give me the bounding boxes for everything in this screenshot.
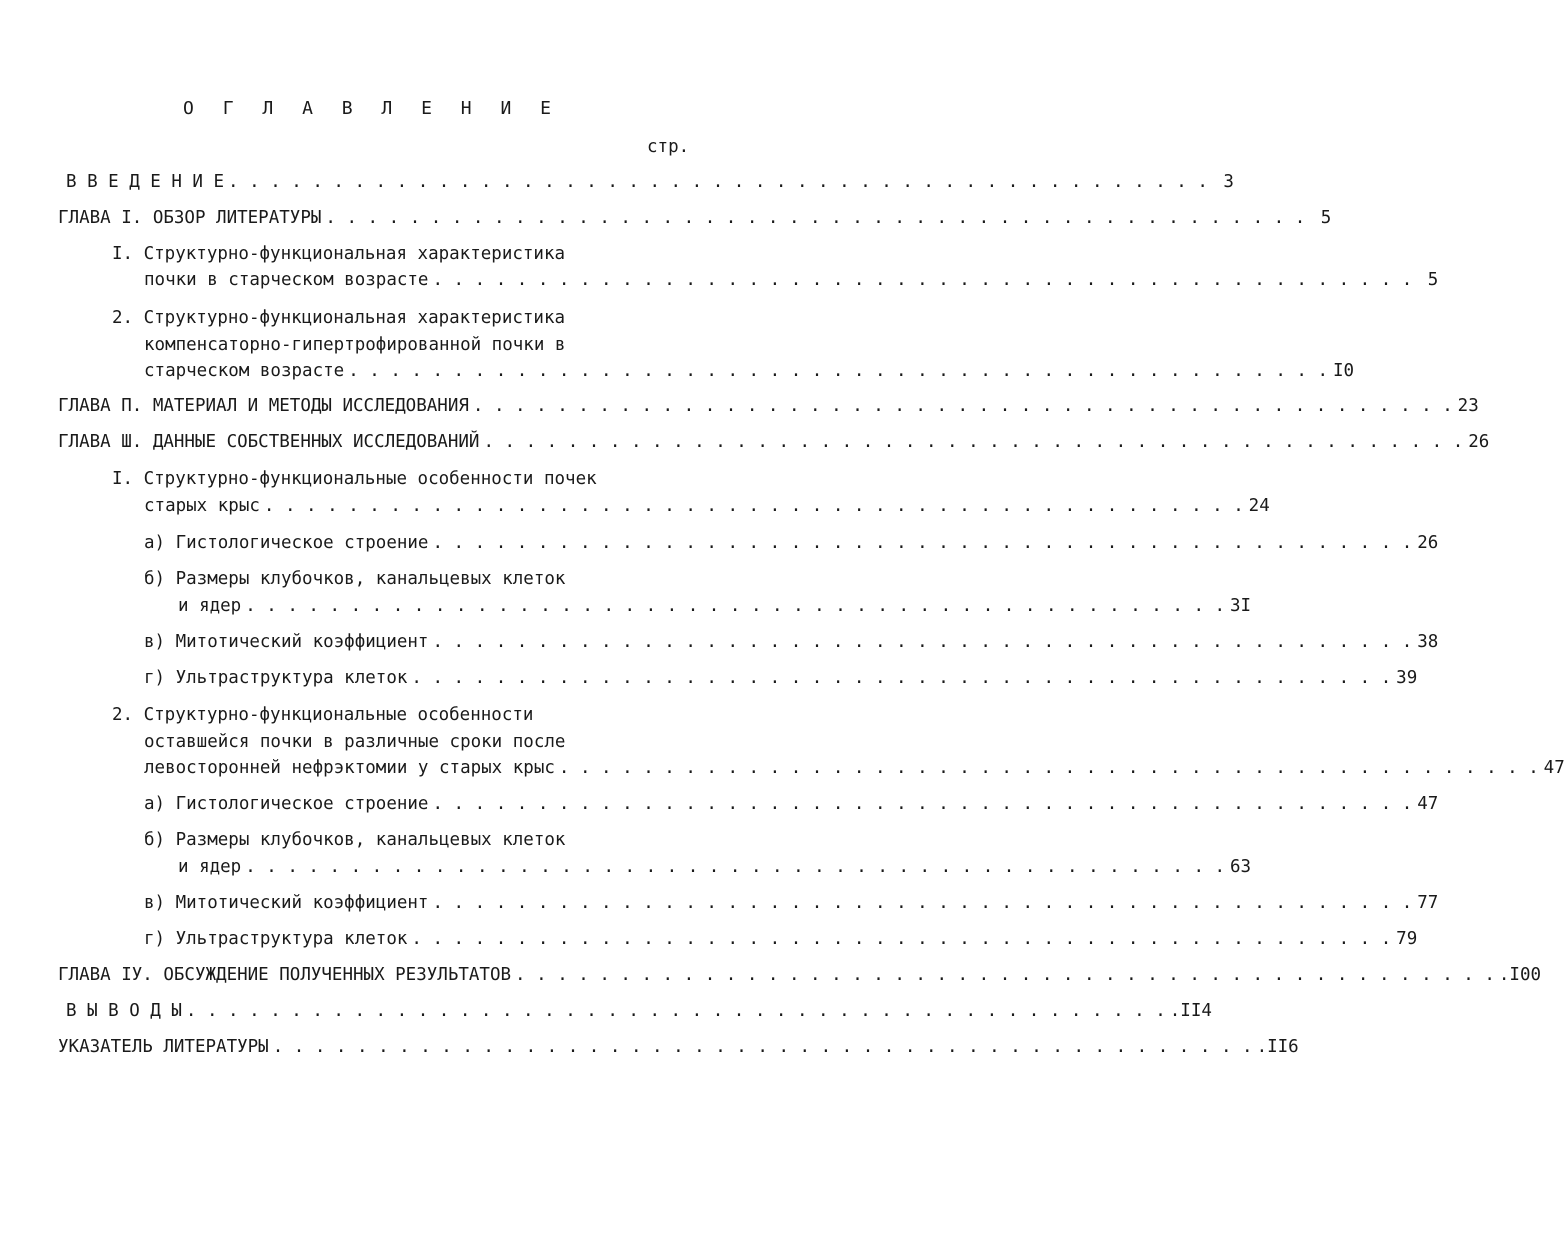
toc-entry-title: ГЛАВА Ш. ДАННЫЕ СОБСТВЕННЫХ ИССЛЕДОВАНИЙ [58, 432, 480, 452]
toc-entry-page: 24 [1248, 496, 1270, 516]
toc-entry-page: 5 [1427, 270, 1439, 290]
toc-entry-title: г) Ультраструктура клеток [144, 929, 408, 949]
toc-entry-subsection-b[interactable] [178, 596, 1252, 616]
toc-entry-page: 5 [1320, 208, 1332, 228]
toc-entry-subsection-v[interactable] [144, 893, 1439, 913]
dot-leader: . . . . . . . . . . . . . . . . . . . . . . . . . . . . . . . . . . . . . . . . . . . . . . . [515, 965, 1495, 985]
toc-entry-title: в) Митотический коэффициент [144, 893, 429, 913]
toc-entry-page: 63 [1229, 857, 1252, 877]
toc-entry-page: 77 [1417, 893, 1439, 913]
toc-entry-page: 39 [1396, 668, 1418, 688]
toc-heading: О Г Л А В Л Е Н И Е [183, 98, 560, 119]
toc-entry-title: старых крыс [144, 496, 260, 516]
toc-entry-page: 3I [1229, 596, 1252, 616]
toc-entry-page: 47 [1417, 794, 1439, 814]
toc-entry-title: в) Митотический коэффициент [144, 632, 429, 652]
dot-leader: . . . . . . . . . . . . . . . . . . . . . . . . . . . . . . . . . . . . . . . . . . . . . . . [432, 632, 1413, 652]
toc-entry-line: 2. Структурно-функциональная характеристика [112, 308, 566, 328]
toc-entry-conclusions[interactable] [66, 1001, 1212, 1021]
dot-leader: . . . . . . . . . . . . . . . . . . . . . . . . . . . . . . . . . . . . . . . . . . . . . . . [432, 893, 1413, 913]
toc-entry-introduction[interactable] [66, 172, 1234, 192]
toc-entry-section-1-2[interactable] [144, 361, 1355, 381]
toc-entry-title: и ядер [178, 596, 242, 616]
toc-entry-line: I. Структурно-функциональная характеристика [112, 244, 566, 264]
toc-entry-title: старческом возрасте [144, 361, 345, 381]
dot-leader: . . . . . . . . . . . . . . . . . . . . . . . . . . . . . . . . . . . . . . . . . . . . . . . [432, 533, 1413, 553]
page-column-label: стр. [647, 137, 690, 157]
toc-entry-page: I0 [1332, 361, 1355, 381]
toc-entry-subsection-a[interactable] [144, 533, 1439, 553]
toc-entry-line: б) Размеры клубочков, канальцевых клеток [144, 569, 566, 589]
toc-entry-section-3-1[interactable] [144, 496, 1270, 516]
toc-entry-title: г) Ультраструктура клеток [144, 668, 408, 688]
toc-entry-title: ГЛАВА I. ОБЗОР ЛИТЕРАТУРЫ [58, 208, 322, 228]
toc-entry-subsection-b[interactable] [178, 857, 1252, 877]
dot-leader: . . . . . . . . . . . . . . . . . . . . . . . . . . . . . . . . . . . . . . . . . . . . . . . [558, 758, 1539, 778]
toc-entry-bibliography[interactable] [58, 1037, 1299, 1057]
dot-leader: . . . . . . . . . . . . . . . . . . . . . . . . . . . . . . . . . . . . . . . . . . . . . . . [245, 596, 1226, 616]
dot-leader: . . . . . . . . . . . . . . . . . . . . . . . . . . . . . . . . . . . . . . . . . . . . . . . [228, 172, 1208, 192]
toc-entry-line: компенсаторно-гипертрофированной почки в [144, 335, 566, 355]
toc-entry-page: 26 [1468, 432, 1490, 452]
toc-entry-subsection-g[interactable] [144, 929, 1418, 949]
toc-entry-page: 3 [1223, 172, 1234, 192]
dot-leader: . . . . . . . . . . . . . . . . . . . . . . . . . . . . . . . . . . . . . . . . . . . . . . . [348, 361, 1329, 381]
toc-entry-line: I. Структурно-функциональные особенности почек [112, 469, 597, 489]
toc-entry-page: 79 [1396, 929, 1418, 949]
toc-entry-line: 2. Структурно-функциональные особенности [112, 705, 534, 725]
toc-entry-subsection-g[interactable] [144, 668, 1418, 688]
toc-entry-title: почки в старческом возрасте [144, 270, 429, 290]
dot-leader: . . . . . . . . . . . . . . . . . . . . . . . . . . . . . . . . . . . . . . . . . . . . . . . [432, 270, 1413, 290]
toc-entry-section-3-2[interactable] [144, 758, 1565, 778]
toc-entry-page: 47 [1543, 758, 1565, 778]
toc-entry-line: оставшейся почки в различные сроки после [144, 732, 566, 752]
toc-entry-page: .II6 [1256, 1037, 1299, 1057]
toc-entry-title: левосторонней нефрэктомии у старых крыс [144, 758, 555, 778]
dot-leader: . . . . . . . . . . . . . . . . . . . . . . . . . . . . . . . . . . . . . . . . . . . . . . . [272, 1037, 1253, 1057]
toc-entry-subsection-a[interactable] [144, 794, 1439, 814]
dot-leader: . . . . . . . . . . . . . . . . . . . . . . . . . . . . . . . . . . . . . . . . . . . . . . . [325, 208, 1306, 228]
toc-entry-title: и ядер [178, 857, 242, 877]
toc-entry-title: а) Гистологическое строение [144, 794, 429, 814]
toc-entry-section-1-1[interactable] [144, 270, 1439, 290]
toc-entry-subsection-v[interactable] [144, 632, 1439, 652]
toc-entry-page: 26 [1417, 533, 1439, 553]
dot-leader: . . . . . . . . . . . . . . . . . . . . . . . . . . . . . . . . . . . . . . . . . . . . . . . [411, 668, 1392, 688]
toc-entry-title: ГЛАВА IУ. ОБСУЖДЕНИЕ ПОЛУЧЕННЫХ РЕЗУЛЬТАТОВ [58, 965, 512, 985]
dot-leader: . . . . . . . . . . . . . . . . . . . . . . . . . . . . . . . . . . . . . . . . . . . . . . . [432, 794, 1413, 814]
toc-entry-title: а) Гистологическое строение [144, 533, 429, 553]
toc-entry-page: 23 [1457, 396, 1479, 416]
toc-entry-page: .II4 [1169, 1001, 1212, 1021]
dot-leader: . . . . . . . . . . . . . . . . . . . . . . . . . . . . . . . . . . . . . . . . . . . . . . . [483, 432, 1464, 452]
toc-entry-chapter-1[interactable] [58, 208, 1332, 228]
dot-leader: . . . . . . . . . . . . . . . . . . . . . . . . . . . . . . . . . . . . . . . . . . . . . . . [263, 496, 1244, 516]
toc-entry-chapter-2[interactable] [58, 396, 1479, 416]
toc-entry-title: В В Е Д Е Н И Е [66, 172, 225, 192]
toc-entry-page: 38 [1417, 632, 1439, 652]
toc-entry-page: .I00 [1498, 965, 1542, 985]
toc-entry-title: УКАЗАТЕЛЬ ЛИТЕРАТУРЫ [58, 1037, 269, 1057]
dot-leader: . . . . . . . . . . . . . . . . . . . . . . . . . . . . . . . . . . . . . . . . . . . . . . . [245, 857, 1226, 877]
toc-entry-title: ГЛАВА П. МАТЕРИАЛ И МЕТОДЫ ИССЛЕДОВАНИЯ [58, 396, 469, 416]
dot-leader: . . . . . . . . . . . . . . . . . . . . . . . . . . . . . . . . . . . . . . . . . . . . . . . [185, 1001, 1166, 1021]
toc-entry-title: В Ы В О Д Ы [66, 1001, 182, 1021]
dot-leader: . . . . . . . . . . . . . . . . . . . . . . . . . . . . . . . . . . . . . . . . . . . . . . . [411, 929, 1392, 949]
dot-leader: . . . . . . . . . . . . . . . . . . . . . . . . . . . . . . . . . . . . . . . . . . . . . . . [472, 396, 1453, 416]
toc-entry-line: б) Размеры клубочков, канальцевых клеток [144, 830, 566, 850]
toc-entry-chapter-4[interactable] [58, 965, 1542, 985]
toc-entry-chapter-3[interactable] [58, 432, 1490, 452]
